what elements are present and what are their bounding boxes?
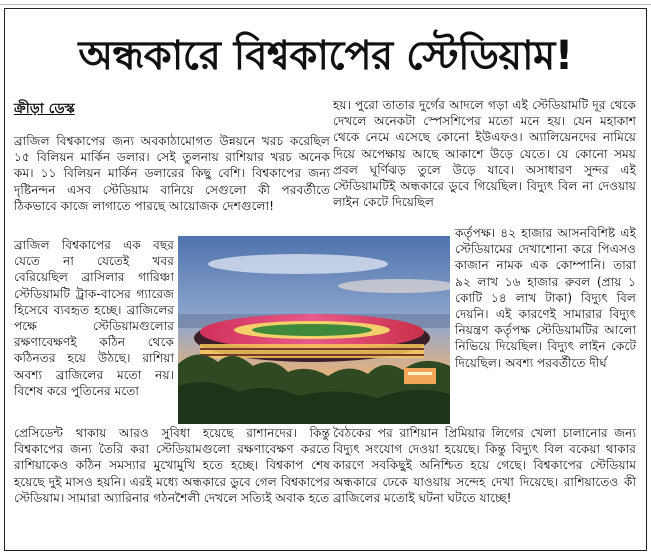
paragraph-intro: ব্রাজিল বিশ্বকাপের জন্য অবকাঠামোগত উন্নয়নে খরচ করেছিল ১৫ বিলিয়ন মার্কিন ডলার। সেই তুলনায় রাশিয়ার খরচ অনেক কম। ১১ বিলিয়ন মার্কিন ডলারের কিছু বেশি। বিশ্বকাপের জন্য দৃষ্টিনন্দন এসব স্টেডিয়াম বানিয়ে সেগুলো কী পরবর্তীতে ঠিকভাবে কাজে লাগাতে পারছে আয়োজক দেশগুলো! bbox=[14, 134, 330, 213]
bottom-right-block bbox=[333, 425, 636, 506]
article-column-right-top bbox=[333, 97, 636, 210]
paragraph-brazil: ব্রাজিল বিশ্বকাপের এক বছর যেতে না যেতেই খবর বেরিয়েছিল ব্রাসিলার গারিঞ্চা স্টেডিয়ামটি ট্রাক-বাসের গ্যারেজ হিসেবে ব্যবহৃত হচ্ছে। ব্রাজিলের পক্ষে স্টেডিয়ামগুলোর রক্ষণাবেক্ষণই কঠিন থেকে কঠিনতর হয়ে উঠছে। রাশিয়া অবশ্য ব্রাজিলের মতো নয়। বিশেষ করে পুতিনের মতো bbox=[14, 238, 174, 398]
byline-credit: ক্রীড়া ডেস্ক bbox=[14, 101, 75, 117]
paragraph-electricity-bill: কর্তৃপক্ষ। ৪২ হাজার আসনবিশিষ্ট এই স্টেডিয়ামের দেখাশোনা করে পিএসও কাজান নামক এক কোম্পানি। তারা ৯২ লাখ ১৬ হাজার রুবল (প্রায় ১ কোটি ১৪ লাখ টাকা) বিদ্যুৎ বিল দেয়নি। এই কারণেই সামারার বিদ্যুৎ নিয়ন্ত্রণ কর্তৃপক্ষ স্টেডিয়ামটির আলো নিভিয়ে দিয়েছিল। বিদ্যুৎ লাইন কেটে দিয়েছিল। অবশ্য পরবর্তীতে দীর্ঘ bbox=[455, 226, 636, 370]
article-column-bottom bbox=[14, 425, 636, 506]
paragraph-samara: হয়। পুরো তাতার দুর্গের আদলে গড়া এই স্টেডিয়ামটি দূর থেকে দেখলে অনেকটা স্পেসশিপের মতো মনে হয়। যেন মহাকাশ থেকে নেমে এসেছে কোনো ইউএফও। অ্যালিয়েনদের নামিয়ে দিয়ে অপেক্ষায় আছে আকাশে উড়ে যেতে। যে কোনো সময় প্রবল ঘূর্ণিঝড় তুলে উড়ে যাবে। অসাধারণ সুন্দর এই স্টেডিয়ামটিই অন্ধকারে ডুবে গিয়েছিল। বিদ্যুৎ বিল না দেওয়ায় লাইন কেটে দিয়েছিল bbox=[333, 98, 636, 210]
headline: অন্ধকারে বিশ্বকাপের স্টেডিয়াম! bbox=[78, 33, 573, 79]
stadium-photo bbox=[178, 236, 450, 424]
previous-page-strip bbox=[0, 0, 651, 5]
paragraph-conclusion: বৈঠকের পর রাশিয়ান প্রিমিয়ার লিগের খেলা চালানোর জন্য বিদ্যুৎ সংযোগ দেওয়া হয়েছে। কিন্তু বিদ্যুৎ বিল বকেয়া থাকার কারণে সবকিছুই অনিশ্চিত হয়ে গেছে। বিশ্বকাপের স্টেডিয়াম অন্ধকারে ঢেকে যাওয়ায় সন্দেহ দেখা দিয়েছে। রাশিয়াতেও কী ব্রাজিলের মতোই ঘটনা ঘটতে যাচ্ছে! bbox=[333, 426, 636, 505]
bottom-left-block bbox=[14, 425, 330, 506]
article-column-left-mid bbox=[14, 237, 174, 399]
article-column-left-top bbox=[14, 133, 330, 214]
article-column-right-mid bbox=[455, 225, 636, 371]
paragraph-putin: প্রেসিডেন্ট থাকায় আরও সুবিধা হয়েছে রাশানদের। কিন্তু বিশ্বকাপের জন্য তৈরি করা স্টেডিয়ামগুলো রক্ষণাবেক্ষণ করতে রাশিয়াকেও কঠিন সমস্যার মুখোমুখি হতে হচ্ছে। বিশ্বকাপ শেষ হয়েছে দুই মাসও হয়নি। এরই মধ্যে অন্ধকারে ডুবে গেল বিশ্বকাপের স্টেডিয়াম। সামারা অ্যারিনার গঠনশৈলী দেখলে সত্যিই অবাক হতে bbox=[14, 426, 330, 505]
